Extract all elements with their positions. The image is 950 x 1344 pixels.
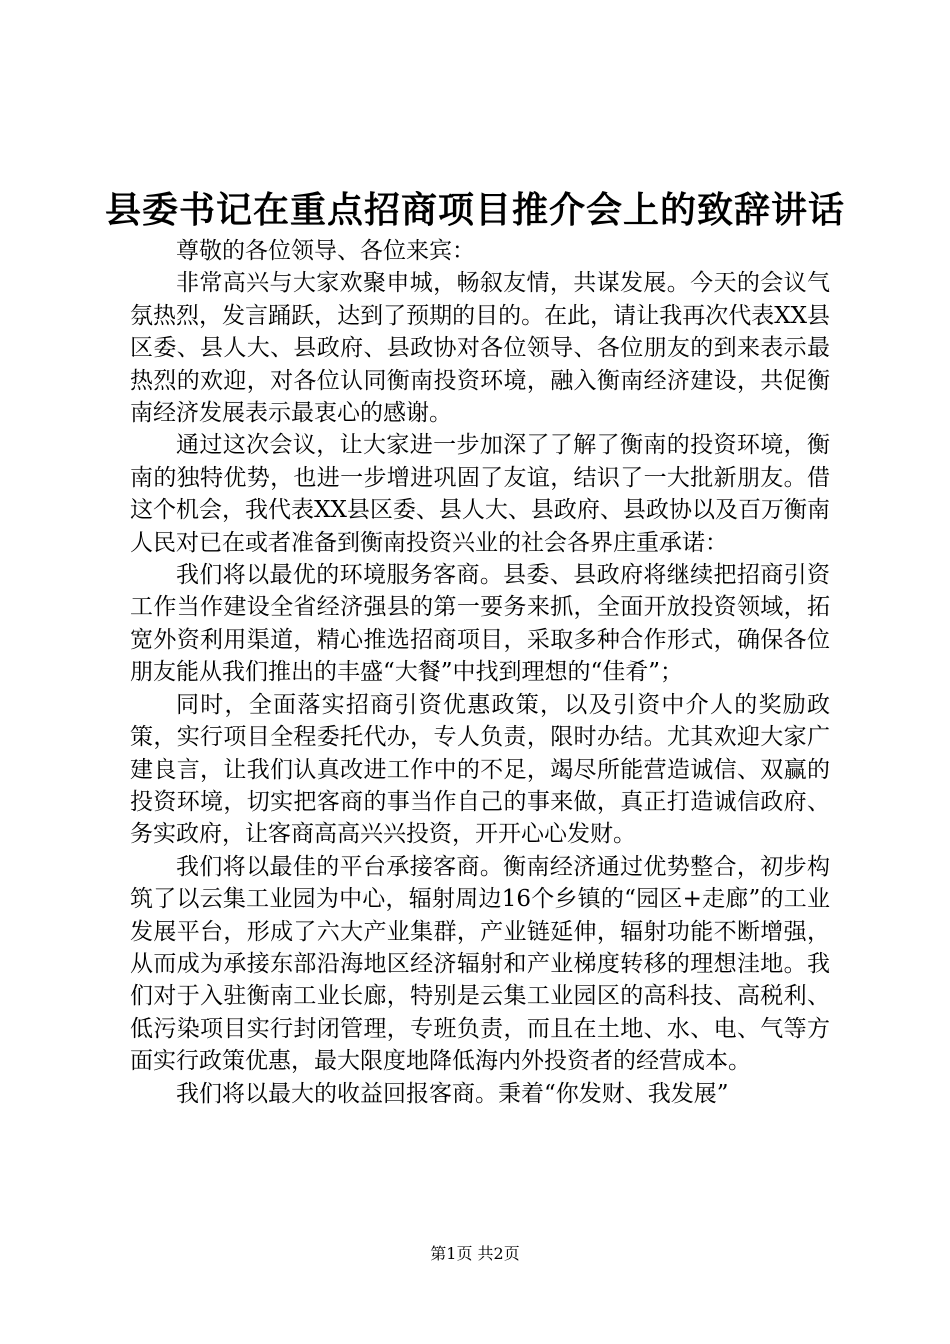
- paragraph: 我们将以最佳的平台承接客商。衡南经济通过优势整合，初步构筑了以云集工业园为中心，辐射周边16个乡镇的“园区+走廊”的工业发展平台，形成了六大产业集群，产业链延伸，辐射功能不断增强，从而成为承接东部沿海地区经济辐射和产业梯度转移的理想洼地。我们对于入驻衡南工业长廊，特别是云集工业园区的高科技、高税利、低污染项目实行封闭管理，专班负责，而且在土地、水、电、气等方面实行政策优惠，最大限度地降低海内外投资者的经营成本。: [130, 853, 830, 1075]
- paragraph: 我们将以最优的环境服务客商。县委、县政府将继续把招商引资工作当作建设全省经济强县的第一要务来抓，全面开放投资领域，拓宽外资利用渠道，精心推选招商项目，采取多种合作形式，确保各位朋友能从我们推出的丰盛“大餐”中找到理想的“佳肴”；: [130, 562, 830, 686]
- paragraph: 非常高兴与大家欢聚申城，畅叙友情，共谋发展。今天的会议气氛热烈，发言踊跃，达到了预期的目的。在此，请让我再次代表XX县区委、县人大、县政府、县政协对各位领导、各位朋友的到来表示最热烈的欢迎，对各位认同衡南投资环境，融入衡南经济建设，共促衡南经济发展表示最衷心的感谢。: [130, 270, 830, 427]
- paragraph: 同时，全面落实招商引资优惠政策，以及引资中介人的奖励政策，实行项目全程委托代办，专人负责，限时办结。尤其欢迎大家广建良言，让我们认真改进工作中的不足，竭尽所能营造诚信、双赢的投资环境，切实把客商的事当作自己的事来做，真正打造诚信政府、务实政府，让客商高高兴兴投资，开开心心发财。: [130, 691, 830, 848]
- page-number-footer: 第1页 共2页: [430, 1244, 520, 1263]
- paragraph: 我们将以最大的收益回报客商。秉着“你发财、我发展”: [176, 1080, 729, 1107]
- salutation-paragraph: 尊敬的各位领导、各位来宾：: [176, 238, 475, 264]
- paragraph: 通过这次会议，让大家进一步加深了了解了衡南的投资环境，衡南的独特优势，也进一步增进巩固了友谊，结识了一大批新朋友。借这个机会，我代表XX县区委、县人大、县政府、县政协以及百万衡南人民对已在或者准备到衡南投资兴业的社会各界庄重承诺：: [130, 432, 830, 556]
- page-title: 县委书记在重点招商项目推介会上的致辞讲话: [104, 189, 845, 231]
- body-text: [130, 235, 830, 1110]
